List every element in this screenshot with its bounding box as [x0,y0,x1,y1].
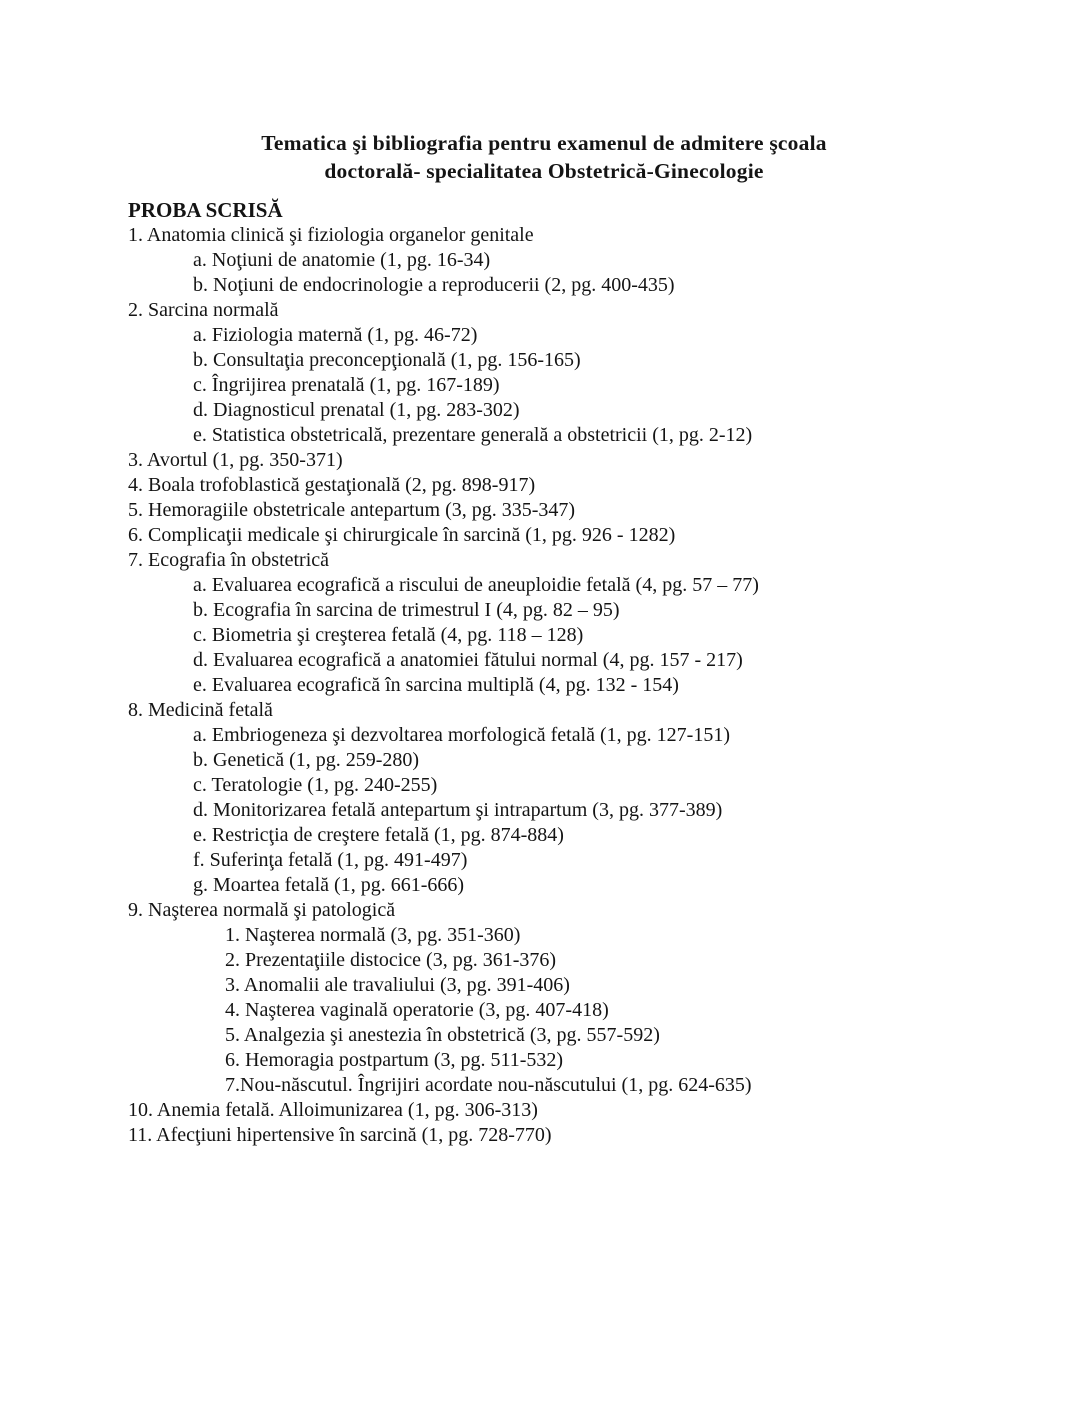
topic-line: 7.Nou-născutul. Îngrijiri acordate nou-născutului (1, pg. 624-635) [225,1074,752,1096]
topic-line: b. Consultaţia preconcepţională (1, pg. 156-165) [193,349,581,371]
topic-line: 2. Sarcina normală [128,299,279,321]
topic-line: c. Biometria şi creşterea fetală (4, pg. 118 – 128) [193,624,584,646]
topic-line: e. Evaluarea ecografică în sarcina multiplă (4, pg. 132 - 154) [193,674,679,696]
topic-line: d. Monitorizarea fetală antepartum şi intrapartum (3, pg. 377-389) [193,799,723,821]
topic-line: b. Noţiuni de endocrinologie a reproducerii (2, pg. 400-435) [193,274,675,296]
topic-line: 10. Anemia fetală. Alloimunizarea (1, pg. 306-313) [128,1099,538,1121]
document-title-line2: doctorală- specialitatea Obstetrică-Ginecologie [324,159,764,183]
topic-line: 9. Naşterea normală şi patologică [128,899,396,921]
topic-line: 8. Medicină fetală [128,699,273,721]
topic-line: d. Diagnosticul prenatal (1, pg. 283-302) [193,399,520,421]
topic-line: d. Evaluarea ecografică a anatomiei fătului normal (4, pg. 157 - 217) [193,649,743,671]
topic-line: a. Embriogeneza şi dezvoltarea morfologică fetală (1, pg. 127-151) [193,724,731,746]
topic-line: a. Evaluarea ecografică a riscului de aneuploidie fetală (4, pg. 57 – 77) [193,574,759,596]
section-heading: PROBA SCRISĂ [128,198,283,222]
document-body [128,197,1048,1148]
topic-line: a. Fiziologia maternă (1, pg. 46-72) [193,324,478,346]
topic-line: 1. Anatomia clinică şi fiziologia organelor genitale [128,224,534,246]
topic-line: 1. Naşterea normală (3, pg. 351-360) [225,924,521,946]
topic-list [128,223,1048,1148]
topic-line: 3. Avortul (1, pg. 350-371) [128,449,343,471]
topic-line: e. Restricţia de creştere fetală (1, pg. 874-884) [193,824,564,846]
topic-line: 6. Complicaţii medicale şi chirurgicale în sarcină (1, pg. 926 - 1282) [128,524,676,546]
topic-line: f. Suferinţa fetală (1, pg. 491-497) [193,849,468,871]
topic-line: g. Moartea fetală (1, pg. 661-666) [193,874,465,896]
topic-line: a. Noţiuni de anatomie (1, pg. 16-34) [193,249,491,271]
document-title [0,129,1088,185]
topic-line: 6. Hemoragia postpartum (3, pg. 511-532) [225,1049,564,1071]
topic-line: 4. Naşterea vaginală operatorie (3, pg. 407-418) [225,999,609,1021]
topic-line: 5. Hemoragiile obstetricale antepartum (3, pg. 335-347) [128,499,576,521]
topic-line: 7. Ecografia în obstetrică [128,549,330,571]
topic-line: b. Genetică (1, pg. 259-280) [193,749,420,771]
topic-line: e. Statistica obstetricală, prezentare generală a obstetricii (1, pg. 2-12) [193,424,753,446]
topic-line: 11. Afecţiuni hipertensive în sarcină (1, pg. 728-770) [128,1124,552,1146]
document-title-line1: Tematica şi bibliografia pentru examenul de admitere şcoala [261,131,827,155]
topic-line: c. Îngrijirea prenatală (1, pg. 167-189) [193,374,500,396]
topic-line: 4. Boala trofoblastică gestaţională (2, pg. 898-917) [128,474,536,496]
topic-line: b. Ecografia în sarcina de trimestrul I (4, pg. 82 – 95) [193,599,620,621]
topic-line: 3. Anomalii ale travaliului (3, pg. 391-406) [225,974,570,996]
topic-line: 5. Analgezia şi anestezia în obstetrică (3, pg. 557-592) [225,1024,660,1046]
topic-line: 2. Prezentaţiile distocice (3, pg. 361-376) [225,949,557,971]
topic-line: c. Teratologie (1, pg. 240-255) [193,774,438,796]
